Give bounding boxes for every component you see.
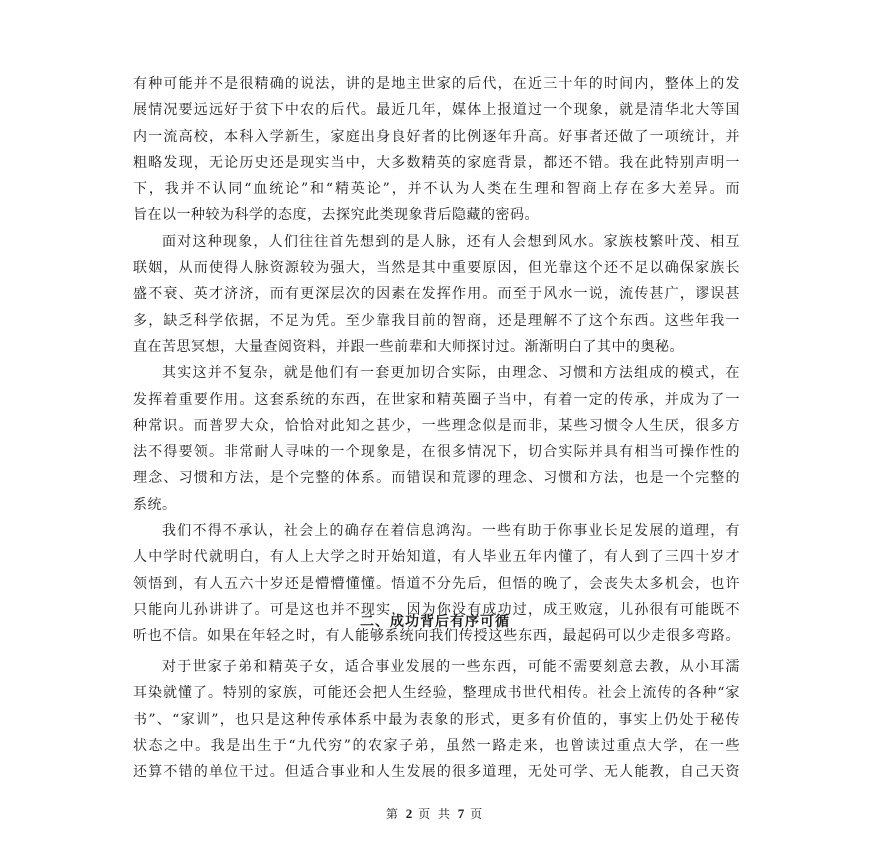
body-text-section-1 xyxy=(133,71,740,650)
text-line: 下，我并不认同“血统论”和“精英论”，并不认为人类在生理和智商上存在多大差异。而 xyxy=(133,181,740,198)
text-line: 领悟到，有人五六十岁还是懵懵懂懂。悟道不分先后，但悟的晚了，会丧失太多机会，也许 xyxy=(133,575,740,592)
page-footer xyxy=(0,805,870,822)
text-line: 还算不错的单位干过。但适合事业和人生发展的很多道理，无处可学、无人能教，自己天资 xyxy=(133,764,740,781)
text-line: 多，缺乏科学依据，不足为凭。至少靠我目前的智商，还是理解不了这个东西。这些年我一 xyxy=(133,312,740,329)
text-line: 其实这并不复杂，就是他们有一套更加切合实际，由理念、习惯和方法组成的模式，在 xyxy=(162,365,740,382)
text-line: 理念、习惯和方法，是个完整的体系。而错误和荒谬的理念、习惯和方法，也是一个完整的 xyxy=(133,470,740,487)
text-line: 发挥着重要作用。这套系统的东西，在世家和精英圈子当中，有着一定的传承，并成为了一 xyxy=(133,391,740,408)
section-heading: 二、成功背后有序可循 xyxy=(360,614,510,630)
text-line: 我们不得不承认，社会上的确存在着信息鸿沟。一些有助于你事业长足发展的道理，有 xyxy=(162,523,740,540)
text-line: 旨在以一种较为科学的态度，去探究此类现象背后隐藏的密码。 xyxy=(133,207,539,224)
text-line: 种常识。而普罗大众，恰恰对此知之甚少，一些理念似是而非，某些习惯令人生厌，很多方 xyxy=(133,417,740,434)
text-line: 有种可能并不是很精确的说法，讲的是地主世家的后代，在近三十年的时间内，整体上的发 xyxy=(133,76,740,92)
text-line: 听也不信。如果在年轻之时，有人能够系统向我们传授这些东西，最起码可以少走很多弯路。 xyxy=(133,628,740,645)
text-line: 对于世家子弟和精英子女，适合事业发展的一些东西，可能不需要刻意去教，从小耳濡 xyxy=(162,659,740,675)
body-text-section-2 xyxy=(133,654,740,785)
footer-prefix: 第 xyxy=(385,807,400,821)
text-line: 内一流高校，本科入学新生，家庭出身良好者的比例逐年升高。好事者还做了一项统计，并 xyxy=(133,128,740,145)
current-page-number: 2 xyxy=(405,806,413,821)
text-line: 直在苦思冥想，大量查阅资料，并跟一些前辈和大师探讨过。渐渐明白了其中的奥秘。 xyxy=(133,338,684,355)
text-line: 盛不衰、英才济济，而有更深层次的因素在发挥作用。而至于风水一说，流传甚广，谬误甚 xyxy=(133,286,740,303)
text-line: 人中学时代就明白，有人上大学之时开始知道，有人毕业五年内懂了，有人到了三四十岁才 xyxy=(133,549,740,566)
text-line: 面对这种现象，人们往往首先想到的是人脉，还有人会想到风水。家族枝繁叶茂、相互 xyxy=(162,233,740,250)
text-line: 书”、“家训”，也只是这种传承体系中最为表象的形式，更多有价值的，事实上仍处于秘传 xyxy=(133,711,740,728)
footer-suffix: 页 xyxy=(470,807,485,821)
text-line: 只能向儿孙讲讲了。可是这也并不现实，因为你没有成功过，成王败寇，儿孙很有可能既不 xyxy=(133,601,740,618)
text-line: 耳染就懂了。特别的家族，可能还会把人生经验，整理成书世代相传。社会上流传的各种“家 xyxy=(133,685,740,702)
text-line: 系统。 xyxy=(133,496,177,513)
total-pages-number: 7 xyxy=(457,806,465,821)
text-line: 状态之中。我是出生于“九代穷”的农家子弟，虽然一路走来，也曾读过重点大学，在一些 xyxy=(133,737,740,754)
text-line: 法不得要领。非常耐人寻味的一个现象是，在很多情况下，切合实际并具有相当可操作性的 xyxy=(133,444,740,461)
text-line: 联姻，从而使得人脉资源较为强大，当然是其中重要原因，但光靠这个还不足以确保家族长 xyxy=(133,260,740,277)
text-line: 粗略发现，无论历史还是现实当中，大多数精英的家庭背景，都还不错。我在此特别声明一 xyxy=(133,154,740,171)
text-line: 展情况要远远好于贫下中农的后代。最近几年，媒体上报道过一个现象，就是清华北大等国 xyxy=(133,102,740,119)
footer-middle: 页 共 xyxy=(418,807,452,821)
